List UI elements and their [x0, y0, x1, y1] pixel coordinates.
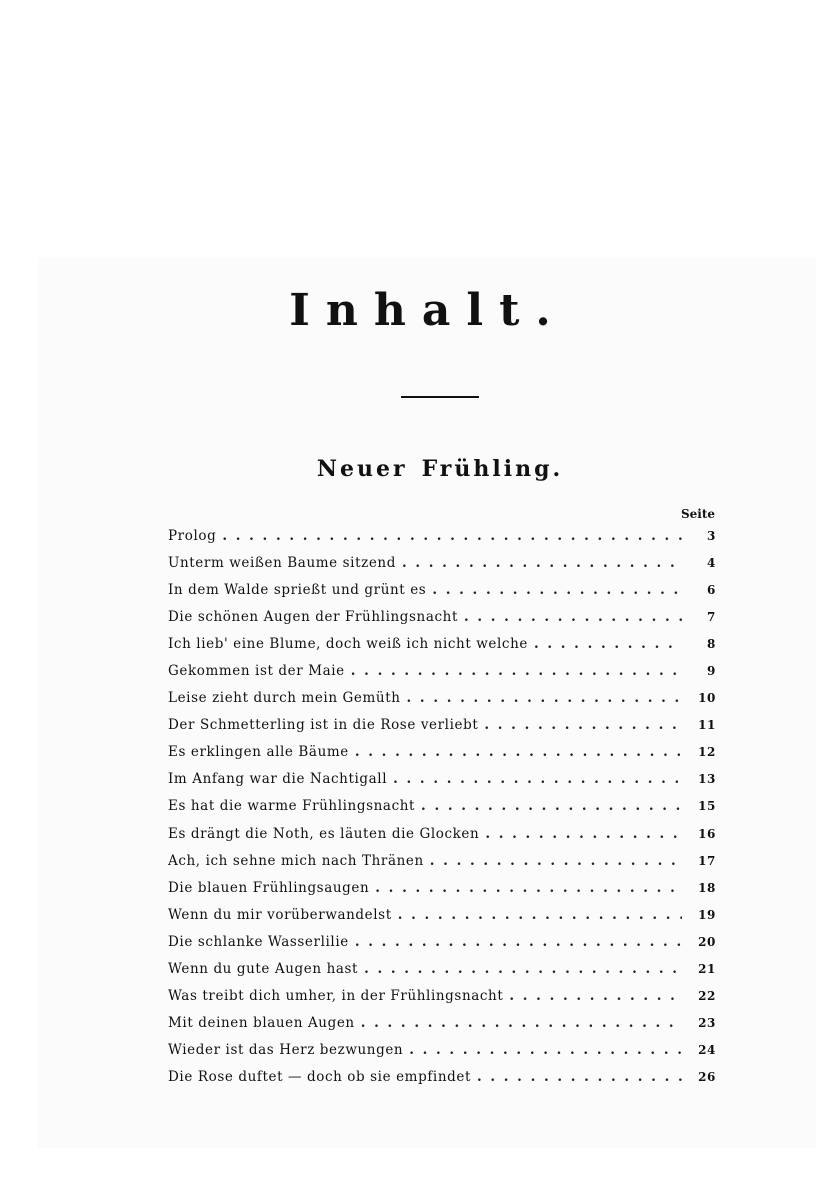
dot-leader: [477, 1069, 682, 1085]
toc-entry-page: 4: [707, 555, 716, 570]
toc-entry[interactable]: [168, 685, 716, 712]
toc-entry-title: Ach, ich sehne mich nach Thränen: [168, 852, 424, 869]
toc-entry[interactable]: [168, 576, 716, 603]
toc-entry[interactable]: [168, 1037, 716, 1064]
dot-leader: [464, 609, 682, 625]
toc-entry-title: In dem Walde sprießt und grünt es: [168, 581, 427, 598]
dot-leader: [375, 880, 682, 896]
toc-entry-title: Wieder ist das Herz bezwungen: [168, 1042, 404, 1059]
toc-entry-title: Der Schmetterling ist in die Rose verliebt: [168, 717, 479, 734]
dot-leader: [351, 663, 682, 679]
toc-entry-page: 7: [707, 609, 716, 624]
table-of-contents: [168, 522, 716, 1091]
toc-entry-page: 13: [698, 772, 716, 787]
dot-leader: [430, 853, 682, 869]
toc-entry-title: Es erklingen alle Bäume: [168, 744, 349, 761]
toc-entry-page: 11: [698, 718, 716, 733]
toc-entry[interactable]: [168, 956, 716, 983]
toc-entry-title: Es hat die warme Frühlingsnacht: [168, 798, 416, 815]
toc-entry[interactable]: [168, 739, 716, 766]
toc-entry-title: Wenn du gute Augen hast: [168, 961, 359, 978]
toc-entry[interactable]: [168, 712, 716, 739]
toc-entry[interactable]: [168, 766, 716, 793]
toc-entry-title: Was treibt dich umher, in der Frühlingsnacht: [168, 988, 504, 1005]
toc-entry-title: Ich lieb' eine Blume, doch weiß ich nicht welche: [168, 635, 528, 652]
dot-leader: [509, 988, 682, 1004]
toc-entry-page: 22: [698, 989, 716, 1004]
title-divider: [401, 396, 479, 398]
dot-leader: [432, 582, 682, 598]
toc-entry[interactable]: [168, 657, 716, 684]
section-heading: [0, 456, 840, 482]
toc-entry[interactable]: [168, 1064, 716, 1091]
section-heading-word: Neuer: [316, 456, 408, 482]
toc-entry-page: 18: [698, 880, 716, 895]
toc-entry-title: Mit deinen blauen Augen: [168, 1015, 355, 1032]
toc-entry-page: 3: [707, 528, 716, 543]
toc-entry-title: Im Anfang war die Nachtigall: [168, 771, 388, 788]
toc-entry[interactable]: [168, 874, 716, 901]
toc-entry-page: 20: [698, 934, 716, 949]
toc-entry[interactable]: [168, 522, 716, 549]
toc-entry-title: Die schlanke Wasserlilie: [168, 933, 349, 950]
toc-entry-page: 10: [698, 691, 716, 706]
dot-leader: [393, 771, 682, 787]
toc-entry-title: Es drängt die Noth, es läuten die Glocken: [168, 825, 480, 842]
dot-leader: [534, 636, 682, 652]
section-heading-word: Frühling.: [421, 456, 564, 482]
toc-entry[interactable]: [168, 820, 716, 847]
toc-entry-title: Unterm weißen Baume sitzend: [168, 554, 396, 571]
toc-entry[interactable]: [168, 793, 716, 820]
toc-entry-page: 8: [707, 636, 716, 651]
dot-leader: [409, 1042, 682, 1058]
dot-leader: [398, 907, 682, 923]
toc-entry-page: 17: [698, 853, 716, 868]
toc-entry-title: Prolog: [168, 527, 217, 544]
dot-leader: [407, 690, 682, 706]
dot-leader: [355, 934, 682, 950]
toc-entry[interactable]: [168, 901, 716, 928]
toc-entry-page: 6: [707, 582, 716, 597]
toc-entry-title: Die blauen Frühlingsaugen: [168, 879, 370, 896]
toc-entry-title: Die Rose duftet — doch ob sie empfindet: [168, 1069, 471, 1086]
toc-entry-page: 19: [698, 907, 716, 922]
toc-entry[interactable]: [168, 630, 716, 657]
toc-entry-title: Gekommen ist der Maie: [168, 663, 345, 680]
toc-entry-title: Die schönen Augen der Frühlingsnacht: [168, 608, 458, 625]
toc-entry[interactable]: [168, 847, 716, 874]
dot-leader: [421, 798, 682, 814]
toc-entry-title: Leise zieht durch mein Gemüth: [168, 690, 401, 707]
page-title: Inhalt.: [289, 285, 567, 336]
toc-entry[interactable]: [168, 603, 716, 630]
dot-leader: [355, 744, 682, 760]
toc-entry-page: 24: [698, 1043, 716, 1058]
dot-leader: [361, 1015, 682, 1031]
dot-leader: [222, 528, 682, 544]
dot-leader: [402, 555, 682, 571]
dot-leader: [484, 717, 682, 733]
toc-entry[interactable]: [168, 928, 716, 955]
toc-entry-page: 26: [698, 1070, 716, 1085]
toc-entry[interactable]: [168, 1010, 716, 1037]
page-column-header: Seite: [680, 507, 716, 521]
toc-entry-page: 15: [698, 799, 716, 814]
dot-leader: [485, 826, 682, 842]
toc-entry[interactable]: [168, 549, 716, 576]
toc-entry-page: 9: [707, 664, 716, 679]
toc-entry-page: 23: [698, 1016, 716, 1031]
toc-entry[interactable]: [168, 983, 716, 1010]
toc-entry-page: 16: [698, 826, 716, 841]
toc-entry-page: 21: [698, 962, 716, 977]
toc-entry-page: 12: [698, 745, 716, 760]
dot-leader: [364, 961, 682, 977]
toc-entry-title: Wenn du mir vorüberwandelst: [168, 906, 392, 923]
